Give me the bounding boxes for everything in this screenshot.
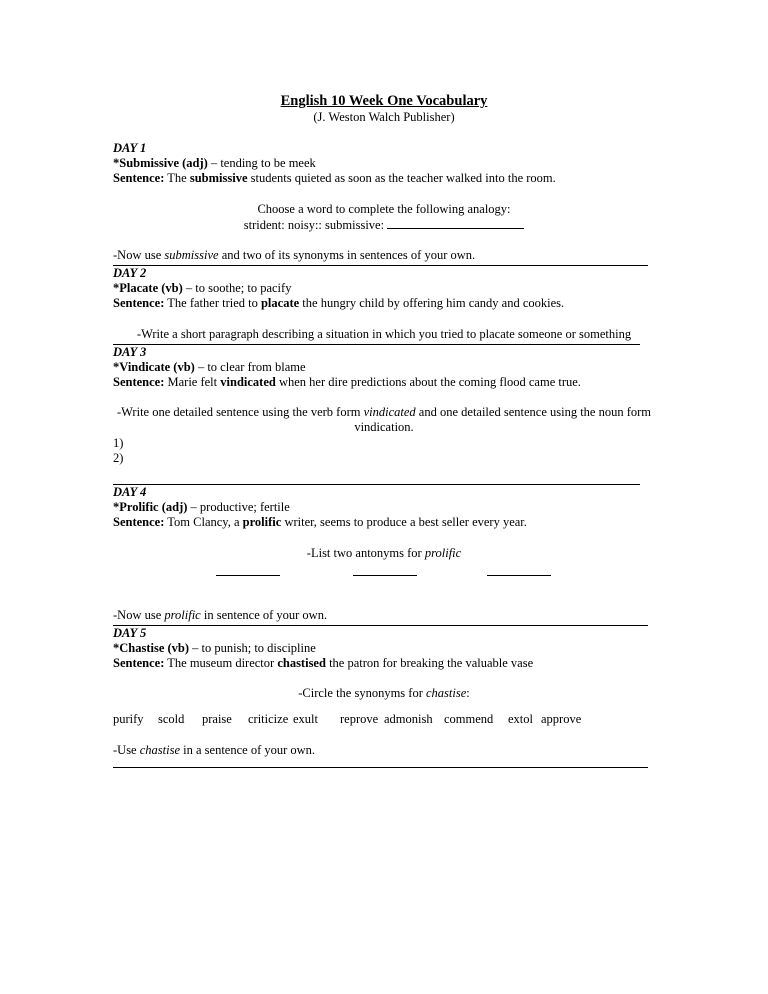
day2-definition: – to soothe; to pacify	[182, 281, 292, 295]
day5-entry	[113, 641, 316, 656]
day1-task	[113, 248, 475, 263]
day3-sentence	[113, 375, 581, 390]
day5-task	[113, 743, 315, 758]
day4-sentence-pre: Tom Clancy, a	[164, 515, 243, 529]
day3-sentence-pre: Marie felt	[164, 375, 221, 389]
page-title: English 10 Week One Vocabulary	[280, 93, 488, 109]
day1-analogy-blank[interactable]	[387, 217, 524, 229]
day3-sentence-word: vindicated	[220, 375, 276, 389]
day3-task-post: and one detailed sentence using the noun form	[415, 405, 652, 419]
day5-definition: – to punish; to discipline	[189, 641, 316, 655]
day1-task-pre: -Now use	[113, 248, 165, 262]
day1-sentence-pre: The	[164, 171, 190, 185]
day4-prompt-word: prolific	[424, 546, 462, 560]
day5-label: DAY 5	[113, 626, 147, 640]
day2-sentence-pre: The father tried to	[164, 296, 261, 310]
day1-entry	[113, 156, 316, 171]
day3-task-word: vindicated	[363, 405, 416, 419]
day4-antonym-blank-1[interactable]	[216, 575, 280, 576]
day1-word: *Submissive (adj)	[113, 156, 208, 170]
day3-item-1[interactable]: 1)	[113, 436, 124, 450]
day1-sentence	[113, 171, 556, 186]
page-subtitle: (J. Weston Walch Publisher)	[313, 110, 455, 124]
day5-sentence-post: the patron for breaking the valuable vase	[325, 656, 534, 670]
choice-word[interactable]: reprove	[340, 712, 379, 726]
day3-sentence-label: Sentence:	[113, 375, 165, 389]
day1-answer-line[interactable]	[113, 265, 648, 266]
day4-task-pre: -Now use	[113, 608, 165, 622]
day4-task-word: prolific	[164, 608, 201, 622]
day3-entry	[113, 360, 306, 375]
day5-sentence-word: chastised	[277, 656, 326, 670]
choice-word[interactable]: purify	[113, 712, 144, 726]
day3-answer-line[interactable]	[113, 484, 640, 485]
day2-label: DAY 2	[113, 266, 147, 280]
day1-sentence-post: students quieted as soon as the teacher walked into the room.	[247, 171, 556, 185]
day5-sentence-label: Sentence:	[113, 656, 165, 670]
day5-answer-line[interactable]	[113, 767, 648, 768]
day3-item-2[interactable]: 2)	[113, 451, 124, 465]
day4-definition: – productive; fertile	[187, 500, 290, 514]
choice-word[interactable]: praise	[202, 712, 232, 726]
day5-prompt-pre: -Circle the synonyms for	[298, 686, 426, 700]
choice-word[interactable]: criticize	[248, 712, 289, 726]
day1-task-post: and two of its synonyms in sentences of your own.	[218, 248, 476, 262]
day4-sentence-word: prolific	[242, 515, 282, 529]
choice-word[interactable]: commend	[444, 712, 494, 726]
day3-label: DAY 3	[113, 345, 147, 359]
day4-word: *Prolific (adj)	[113, 500, 188, 514]
day1-analogy-text: strident: noisy:: submissive:	[243, 218, 388, 232]
day4-entry	[113, 500, 290, 515]
day1-prompt-line1: Choose a word to complete the following analogy:	[257, 202, 511, 216]
day4-antonym-blank-2[interactable]	[353, 575, 417, 576]
day2-sentence-post: the hungry child by offering him candy and cookies.	[299, 296, 565, 310]
day3-word: *Vindicate (vb)	[113, 360, 195, 374]
choice-word[interactable]: admonish	[384, 712, 433, 726]
day4-prompt-pre: -List two antonyms for	[306, 546, 425, 560]
day3-task-line1	[0, 405, 768, 420]
choice-word[interactable]: scold	[158, 712, 185, 726]
day4-task	[113, 608, 327, 623]
day2-word: *Placate (vb)	[113, 281, 183, 295]
day4-sentence-label: Sentence:	[113, 515, 165, 529]
day2-sentence	[113, 296, 564, 311]
day4-sentence-post: writer, seems to produce a best seller every year.	[281, 515, 527, 529]
day4-answer-line[interactable]	[113, 625, 648, 626]
day2-entry	[113, 281, 291, 296]
day3-task-pre: -Write one detailed sentence using the verb form	[116, 405, 364, 419]
day5-task-post: in a sentence of your own.	[180, 743, 316, 757]
day4-sentence	[113, 515, 527, 530]
choice-word[interactable]: exult	[293, 712, 318, 726]
day5-sentence	[113, 656, 533, 671]
choice-word[interactable]: approve	[541, 712, 582, 726]
day4-antonym-blank-3[interactable]	[487, 575, 551, 576]
day2-sentence-word: placate	[260, 296, 300, 310]
day5-prompt-word: chastise	[426, 686, 467, 700]
day2-sentence-label: Sentence:	[113, 296, 165, 310]
day5-prompt-post: :	[466, 686, 470, 700]
day4-prompt	[0, 546, 768, 561]
choice-word[interactable]: extol	[508, 712, 533, 726]
day5-sentence-pre: The museum director	[164, 656, 278, 670]
day1-prompt-line2	[0, 217, 768, 233]
day2-task: -Write a short paragraph describing a situation in which you tried to placate someone or something	[136, 327, 632, 341]
day4-label: DAY 4	[113, 485, 147, 499]
day3-definition: – to clear from blame	[194, 360, 306, 374]
day5-task-word: chastise	[139, 743, 181, 757]
day5-prompt	[0, 686, 768, 701]
day5-task-pre: -Use	[113, 743, 140, 757]
day2-answer-line[interactable]	[113, 344, 640, 345]
day1-definition: – tending to be meek	[207, 156, 316, 170]
day1-sentence-word: submissive	[189, 171, 248, 185]
day3-sentence-post: when her dire predictions about the coming flood came true.	[275, 375, 581, 389]
day1-sentence-label: Sentence:	[113, 171, 165, 185]
day4-task-post: in sentence of your own.	[200, 608, 328, 622]
day1-label: DAY 1	[113, 141, 147, 155]
day3-task-line2: vindication.	[354, 420, 414, 434]
day1-task-word: submissive	[164, 248, 219, 262]
day5-word: *Chastise (vb)	[113, 641, 190, 655]
